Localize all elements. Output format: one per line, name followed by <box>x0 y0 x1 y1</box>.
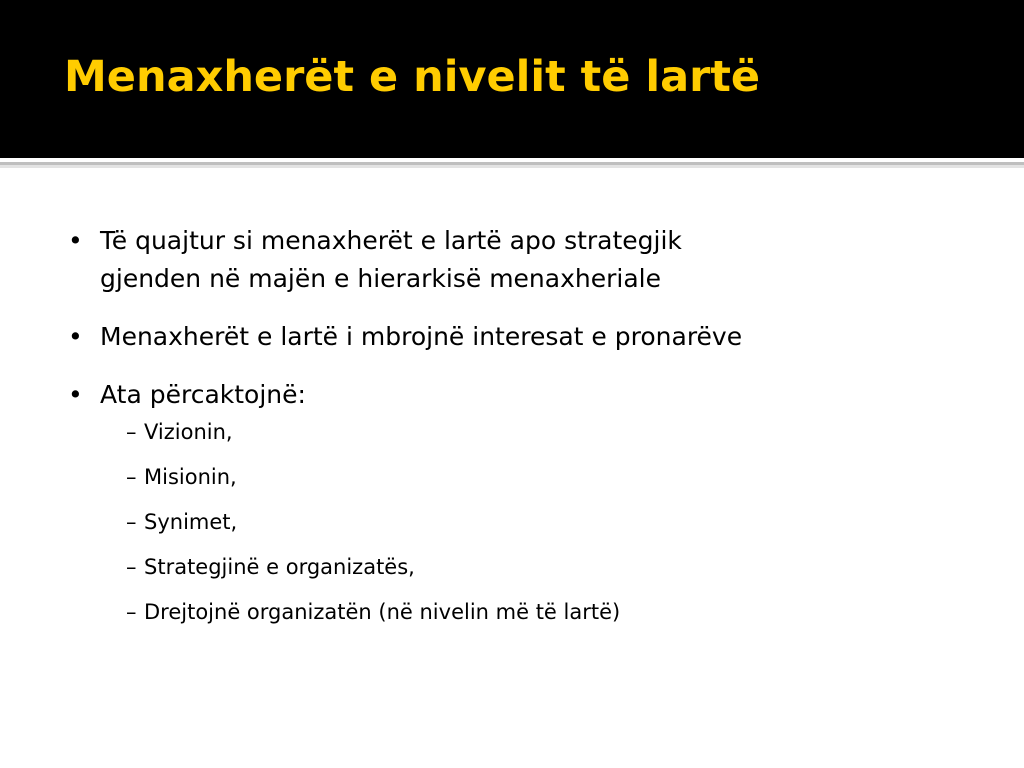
title-bar <box>0 0 1024 158</box>
bullet-item-1 <box>68 222 968 298</box>
sub-bullet-item-5 <box>96 598 968 626</box>
bullet-text: Menaxherët e lartë i mbrojnë interesat e pronarëve <box>100 322 743 351</box>
sub-bullet-item-1 <box>96 418 968 446</box>
sub-bullet-list <box>96 418 968 626</box>
sub-bullet-item-2 <box>96 463 968 491</box>
bullet-text: Ata përcaktojnë: <box>100 380 306 409</box>
sub-bullet-item-3 <box>96 508 968 536</box>
sub-bullet-text: Vizionin, <box>144 420 233 444</box>
sub-bullet-mark: – <box>126 420 137 444</box>
bullet-mark: • <box>68 380 83 409</box>
sub-bullet-text: Synimet, <box>144 510 238 534</box>
sub-bullet-text: Strategjinë e organizatës, <box>144 555 415 579</box>
bullet-item-3 <box>68 376 968 626</box>
sub-bullet-mark: – <box>126 465 137 489</box>
bullet-item-2 <box>68 318 968 356</box>
bullet-mark: • <box>68 226 83 255</box>
sub-bullet-text: Misionin, <box>144 465 237 489</box>
bullet-mark: • <box>68 322 83 351</box>
sub-bullet-text: Drejtojnë organizatën (në nivelin më të lartë) <box>144 600 621 624</box>
sub-bullet-mark: – <box>126 510 137 534</box>
bullet-list <box>68 222 968 646</box>
slide-title: Menaxherët e nivelit të lartë <box>64 52 761 102</box>
bullet-text-line-2: gjenden në majën e hierarkisë menaxheriale <box>100 264 661 293</box>
sub-bullet-mark: – <box>126 600 137 624</box>
sub-bullet-item-4 <box>96 553 968 581</box>
title-divider-bottom <box>0 165 1024 168</box>
bullet-text-line-1: Të quajtur si menaxherët e lartë apo strategjik <box>100 226 682 255</box>
sub-bullet-mark: – <box>126 555 137 579</box>
